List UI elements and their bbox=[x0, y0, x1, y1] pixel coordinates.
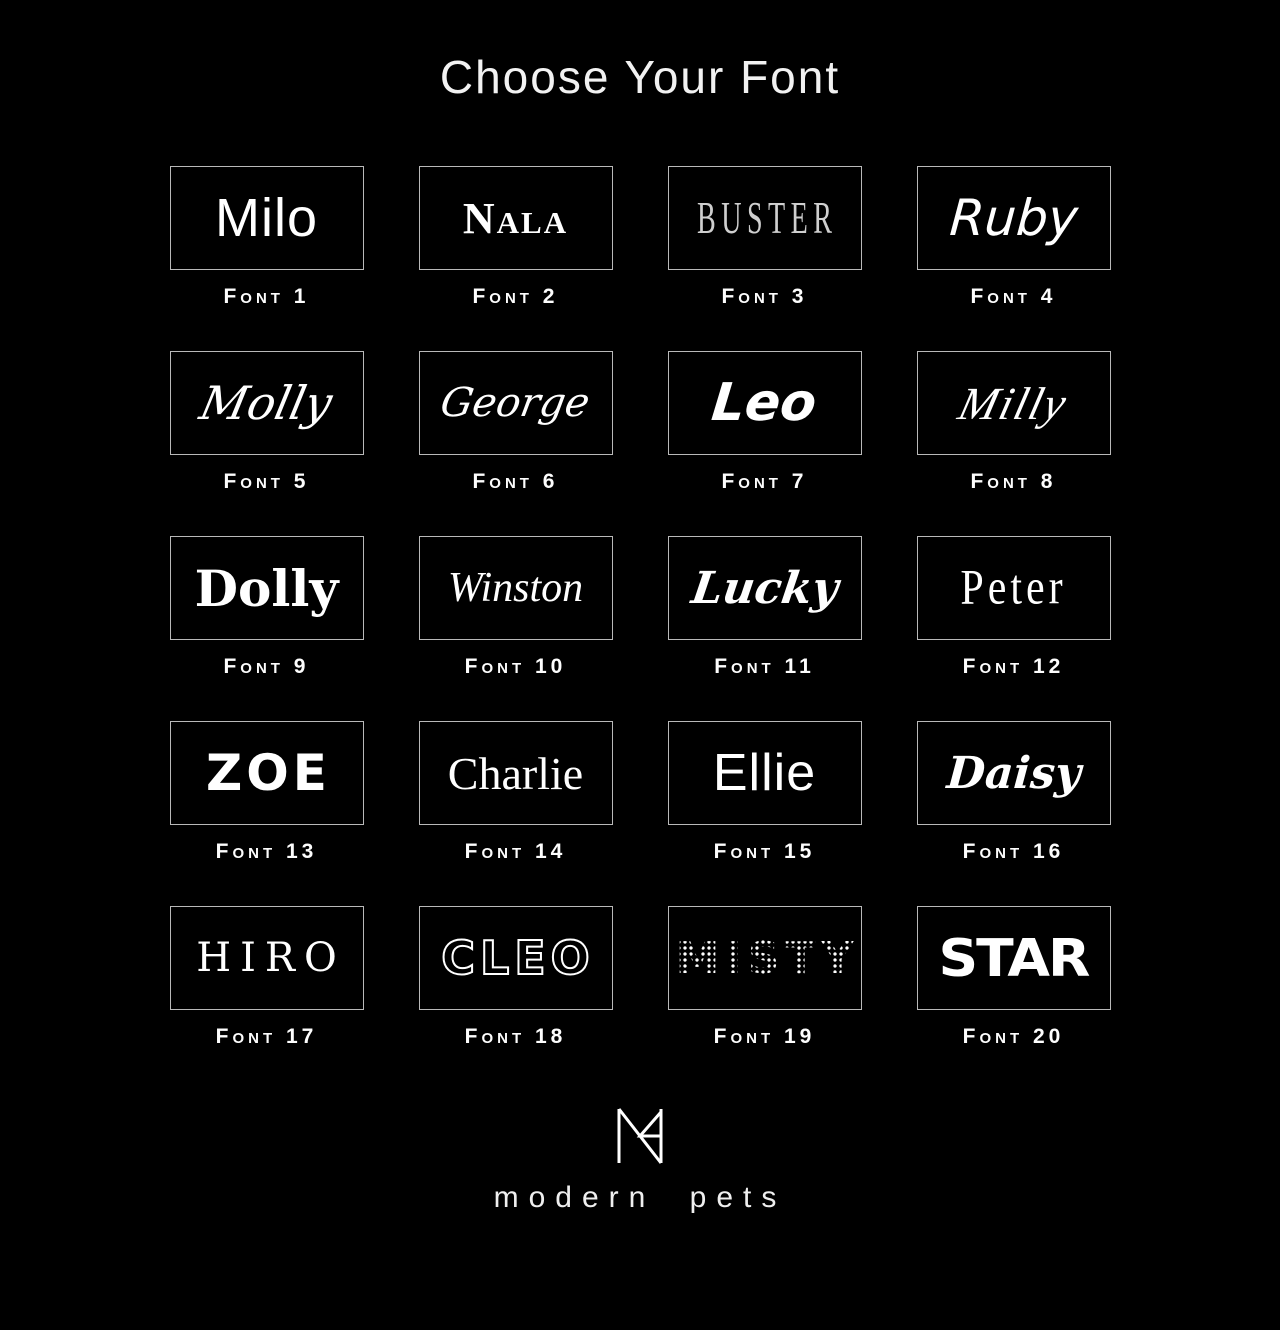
font-sample-text: STAR bbox=[938, 928, 1089, 988]
font-option-label: Font 6 bbox=[472, 470, 559, 493]
font-sample-box bbox=[419, 351, 613, 455]
font-sample-box bbox=[917, 166, 1111, 270]
font-option-label: Font 2 bbox=[472, 285, 559, 308]
font-sample-text: MISTY bbox=[670, 933, 860, 984]
font-sample-box bbox=[170, 166, 364, 270]
font-option-label: Font 19 bbox=[713, 1025, 816, 1048]
page-title: Choose Your Font bbox=[439, 51, 841, 103]
font-option-label: Font 7 bbox=[721, 470, 808, 493]
font-sample-box bbox=[170, 536, 364, 640]
font-option-label: Font 17 bbox=[215, 1025, 318, 1048]
font-option-12 bbox=[917, 536, 1111, 679]
font-sample-text: Lucky bbox=[688, 562, 841, 614]
font-option-label: Font 12 bbox=[962, 655, 1065, 678]
font-sample-text: Molly bbox=[195, 376, 338, 430]
font-option-15 bbox=[668, 721, 862, 864]
font-option-13 bbox=[170, 721, 364, 864]
font-option-label: Font 14 bbox=[464, 840, 567, 863]
font-chooser-graphic bbox=[0, 50, 1280, 1330]
font-option-3 bbox=[668, 166, 862, 309]
font-option-label: Font 13 bbox=[215, 840, 318, 863]
font-sample-text: HIRO bbox=[196, 935, 346, 981]
font-sample-text: George bbox=[437, 380, 594, 426]
font-option-4 bbox=[917, 166, 1111, 309]
font-sample-box bbox=[917, 906, 1111, 1010]
font-option-label: Font 18 bbox=[464, 1025, 567, 1048]
font-sample-text: BUSTER bbox=[697, 193, 838, 243]
font-option-label: Font 20 bbox=[962, 1025, 1065, 1048]
font-sample-text: Winston bbox=[447, 565, 584, 611]
font-sample-box bbox=[419, 536, 613, 640]
font-option-label: Font 11 bbox=[714, 655, 815, 678]
font-option-label: Font 9 bbox=[223, 655, 310, 678]
font-option-6 bbox=[419, 351, 613, 494]
font-sample-text: Nala bbox=[462, 193, 569, 243]
font-sample-box bbox=[419, 166, 613, 270]
font-option-17 bbox=[170, 906, 364, 1049]
font-option-16 bbox=[917, 721, 1111, 864]
font-option-2 bbox=[419, 166, 613, 309]
font-sample-text: ZOE bbox=[206, 744, 331, 802]
font-option-label: Font 1 bbox=[223, 285, 310, 308]
font-sample-box bbox=[419, 906, 613, 1010]
font-sample-text: Peter bbox=[960, 560, 1067, 616]
font-option-20 bbox=[917, 906, 1111, 1049]
brand-footer bbox=[0, 1105, 1280, 1215]
font-sample-box bbox=[668, 166, 862, 270]
font-sample-box bbox=[917, 351, 1111, 455]
font-sample-text: CLEO bbox=[441, 931, 595, 985]
font-option-10 bbox=[419, 536, 613, 679]
font-sample-box bbox=[170, 351, 364, 455]
font-sample-box bbox=[668, 351, 862, 455]
font-sample-text: Dolly bbox=[194, 558, 339, 618]
font-option-label: Font 10 bbox=[464, 655, 567, 678]
font-option-label: Font 16 bbox=[962, 840, 1065, 863]
font-sample-box bbox=[668, 906, 862, 1010]
modern-pets-m-logo-icon bbox=[612, 1105, 668, 1167]
font-option-14 bbox=[419, 721, 613, 864]
font-option-label: Font 5 bbox=[223, 470, 310, 493]
font-sample-text: Leo bbox=[709, 373, 820, 433]
font-sample-box bbox=[668, 536, 862, 640]
font-sample-box bbox=[170, 906, 364, 1010]
font-option-1 bbox=[170, 166, 364, 309]
font-sample-box bbox=[668, 721, 862, 825]
font-option-9 bbox=[170, 536, 364, 679]
font-option-18 bbox=[419, 906, 613, 1049]
font-option-label: Font 15 bbox=[713, 840, 816, 863]
font-grid bbox=[170, 166, 1111, 1049]
font-sample-text: Ellie bbox=[712, 744, 817, 802]
brand-name: modern pets bbox=[493, 1181, 787, 1214]
font-sample-text: Charlie bbox=[447, 747, 584, 799]
font-sample-box bbox=[419, 721, 613, 825]
font-option-8 bbox=[917, 351, 1111, 494]
font-option-label: Font 3 bbox=[721, 285, 808, 308]
font-option-label: Font 8 bbox=[970, 470, 1057, 493]
font-option-11 bbox=[668, 536, 862, 679]
font-sample-box bbox=[170, 721, 364, 825]
font-sample-text: Milo bbox=[214, 188, 318, 248]
font-sample-text: Ruby bbox=[947, 189, 1080, 247]
font-sample-box bbox=[917, 721, 1111, 825]
font-option-19 bbox=[668, 906, 862, 1049]
font-sample-box bbox=[917, 536, 1111, 640]
font-option-5 bbox=[170, 351, 364, 494]
font-sample-text: Milly bbox=[953, 377, 1074, 429]
font-sample-text: Daisy bbox=[944, 747, 1083, 799]
font-option-label: Font 4 bbox=[970, 285, 1057, 308]
font-option-7 bbox=[668, 351, 862, 494]
